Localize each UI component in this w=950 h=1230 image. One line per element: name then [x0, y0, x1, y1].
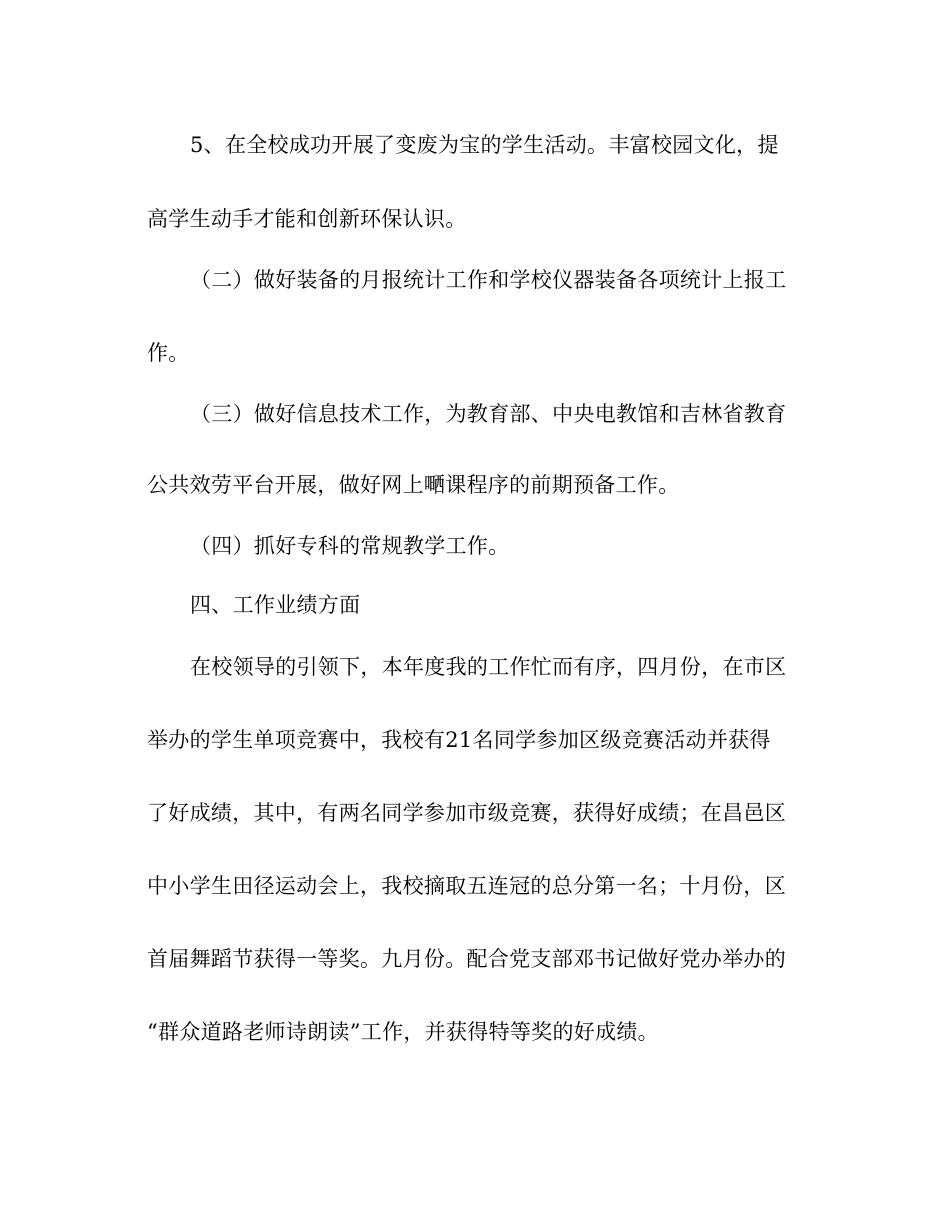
section-heading: 四、工作业绩方面 [190, 593, 361, 617]
paragraph-line: 公共效劳平台开展，做好网上嗮课程序的前期预备工作。 [147, 473, 680, 497]
paragraph-line: （四）抓好专科的常规教学工作。 [190, 534, 510, 558]
paragraph-line: 了好成绩，其中，有两名同学参加市级竞赛，获得好成绩；在昌邑区 [147, 801, 786, 825]
paragraph-line: （三）做好信息技术工作，为教育部、中央电教馆和吉林省教育 [190, 402, 787, 426]
paragraph-line: 5、在全校成功开展了变废为宝的学生活动。丰富校园文化，提 [190, 133, 779, 157]
paragraph-line: 中小学生田径运动会上，我校摘取五连冠的总分第一名；十月份，区 [147, 874, 786, 898]
paragraph-line: 举办的学生单项竞赛中，我校有21名同学参加区级竞赛活动并获得 [147, 728, 771, 752]
paragraph-line: （二）做好装备的月报统计工作和学校仪器装备各项统计上报工 [190, 268, 787, 292]
paragraph-line: “群众道路老师诗朗读”工作，并获得特等奖的好成绩。 [147, 1020, 659, 1044]
paragraph-line: 在校领导的引领下，本年度我的工作忙而有序，四月份，在市区 [190, 655, 787, 679]
paragraph-line: 高学生动手才能和创新环保认识。 [147, 207, 467, 231]
paragraph-line: 作。 [147, 341, 190, 365]
paragraph-line: 首届舞蹈节获得一等奖。九月份。配合党支部邓书记做好党办举办的 [147, 947, 786, 971]
